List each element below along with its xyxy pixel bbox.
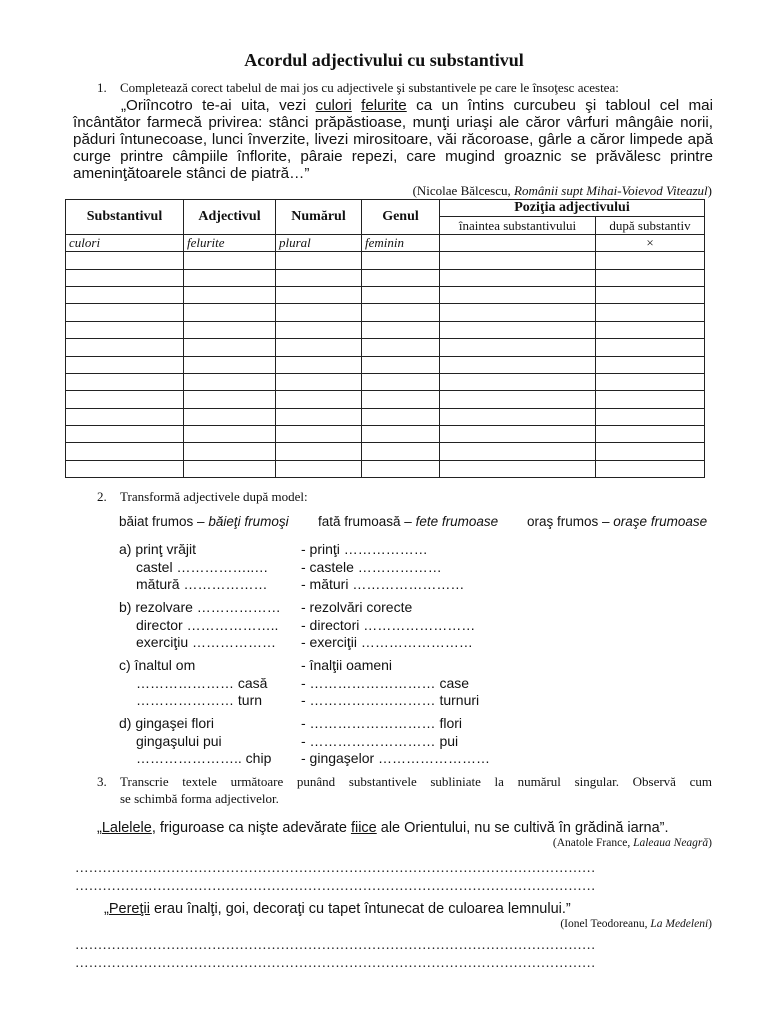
item-right[interactable]: - prinţi ……………… xyxy=(301,541,428,557)
quote-open: „ xyxy=(97,820,102,836)
table-row xyxy=(66,391,705,408)
table-cell[interactable] xyxy=(440,356,596,373)
table-cell[interactable] xyxy=(596,304,705,321)
table-cell[interactable]: feminin xyxy=(362,234,440,251)
table-cell[interactable] xyxy=(596,426,705,443)
table-cell[interactable] xyxy=(440,391,596,408)
table-cell[interactable] xyxy=(66,373,184,390)
quote-mid: , friguroase ca nişte adevărate xyxy=(151,820,347,836)
table-row xyxy=(66,269,705,286)
item-left[interactable]: ………………… casă xyxy=(136,674,268,691)
model-plain: oraş frumos – xyxy=(527,514,610,529)
header-numarul: Numărul xyxy=(276,200,362,235)
item-right[interactable]: - mături …………………… xyxy=(301,576,465,592)
page-title: Acordul adjectivului cu substantivul xyxy=(244,50,524,70)
table-cell[interactable] xyxy=(362,426,440,443)
model-3 xyxy=(527,514,707,529)
table-cell[interactable] xyxy=(276,321,362,338)
underlined-noun: culori xyxy=(315,97,352,114)
table-cell[interactable] xyxy=(440,373,596,390)
table-cell[interactable] xyxy=(440,460,596,477)
table-row xyxy=(66,356,705,373)
table-row xyxy=(66,426,705,443)
table-cell[interactable] xyxy=(362,321,440,338)
item-left[interactable]: castel ……………..… xyxy=(136,558,269,575)
quote-end: ale Orientului, nu se cultivă în grădină iarna”. xyxy=(380,820,669,836)
item-left[interactable]: c) înaltul om xyxy=(119,657,196,673)
item-right[interactable]: - castele ……………… xyxy=(301,558,442,575)
table-cell[interactable] xyxy=(66,269,184,286)
table-cell[interactable] xyxy=(184,339,276,356)
table-cell[interactable] xyxy=(596,286,705,303)
table-cell[interactable] xyxy=(184,286,276,303)
table-cell[interactable] xyxy=(440,426,596,443)
item-left[interactable]: ………………… turn xyxy=(136,692,263,708)
table-cell[interactable] xyxy=(66,426,184,443)
item-right[interactable]: - gingaşelor …………………… xyxy=(301,750,491,766)
answer-line[interactable]: …………………………………………………………………………………………………… xyxy=(75,937,596,952)
source-close: ) xyxy=(708,918,712,930)
table-cell[interactable] xyxy=(184,408,276,425)
source-citation-3 xyxy=(560,918,712,930)
answer-line[interactable]: …………………………………………………………………………………………………… xyxy=(75,955,596,970)
exercise-3-instruction-line2: se schimbă forma adjectivelor. xyxy=(120,791,279,806)
table-cell[interactable] xyxy=(362,304,440,321)
model-2 xyxy=(318,514,498,529)
table-cell[interactable] xyxy=(362,269,440,286)
exercise-2-number: 2. xyxy=(97,489,107,504)
table-cell[interactable] xyxy=(276,443,362,460)
item-right[interactable]: - ……………………… case xyxy=(301,674,470,691)
table-cell[interactable]: plural xyxy=(276,234,362,251)
table-cell[interactable] xyxy=(440,321,596,338)
table-cell[interactable] xyxy=(184,443,276,460)
table-cell[interactable] xyxy=(440,252,596,269)
header-substantivul: Substantivul xyxy=(66,200,184,235)
header-genul: Genul xyxy=(362,200,440,235)
item-left[interactable]: a) prinţ vrăjit xyxy=(119,541,197,557)
table-row xyxy=(66,304,705,321)
quote-2 xyxy=(104,901,571,917)
table-cell[interactable] xyxy=(66,252,184,269)
source-work: Laleaua Neagră xyxy=(633,837,709,849)
table-cell[interactable] xyxy=(596,460,705,477)
table-cell[interactable] xyxy=(276,391,362,408)
table-cell[interactable] xyxy=(184,391,276,408)
table-cell[interactable] xyxy=(596,356,705,373)
table-cell[interactable] xyxy=(276,426,362,443)
table-cell[interactable] xyxy=(276,286,362,303)
model-plain: băiat frumos – xyxy=(119,514,205,529)
table-cell[interactable] xyxy=(596,391,705,408)
table-cell[interactable] xyxy=(184,321,276,338)
source-citation-2 xyxy=(553,837,712,849)
table-row xyxy=(66,286,705,303)
quote-open: „ xyxy=(104,901,109,917)
table-cell[interactable] xyxy=(596,269,705,286)
source-work: La Medeleni xyxy=(650,918,709,930)
item-left[interactable]: gingaşului pui xyxy=(136,732,222,749)
table-cell[interactable] xyxy=(66,286,184,303)
source-author: (Anatole France, xyxy=(552,837,631,849)
table-row xyxy=(66,443,705,460)
table-cell[interactable] xyxy=(184,304,276,321)
subheader-after: după substantiv xyxy=(596,217,705,234)
item-left[interactable]: director ……………….. xyxy=(136,616,279,633)
underlined-noun: Pereţii xyxy=(108,901,150,917)
header-pozitia: Poziţia adjectivului xyxy=(440,200,705,217)
table-cell[interactable] xyxy=(362,408,440,425)
table-cell[interactable]: culori xyxy=(66,234,184,251)
exercise-3-instruction-line1: Transcrie textele următoare punând substantivele subliniate la numărul singular. Observă cum xyxy=(120,774,712,789)
table-cell[interactable] xyxy=(362,460,440,477)
item-left[interactable]: exerciţiu ……………… xyxy=(136,634,277,650)
table-cell[interactable] xyxy=(440,408,596,425)
table-cell[interactable] xyxy=(362,356,440,373)
item-left[interactable]: d) gingaşei flori xyxy=(119,715,214,731)
table-cell[interactable] xyxy=(362,373,440,390)
table-cell[interactable] xyxy=(276,339,362,356)
table-cell[interactable] xyxy=(66,443,184,460)
item-right[interactable]: - directori …………………… xyxy=(301,616,476,633)
table-cell[interactable] xyxy=(440,234,596,251)
source-work: Românii supt Mihai-Voievod Viteazul xyxy=(514,183,708,198)
table-cell[interactable] xyxy=(184,356,276,373)
table-row xyxy=(66,373,705,390)
table-cell[interactable] xyxy=(66,408,184,425)
item-right[interactable]: - rezolvări corecte xyxy=(301,599,413,615)
table-cell[interactable] xyxy=(276,252,362,269)
table-cell[interactable] xyxy=(276,356,362,373)
table-cell[interactable] xyxy=(362,443,440,460)
table-cell[interactable] xyxy=(440,443,596,460)
exercise-2-instruction: Transformă adjectivele după model: xyxy=(120,489,308,504)
table-cell[interactable] xyxy=(596,408,705,425)
table-cell[interactable] xyxy=(184,460,276,477)
item-right[interactable]: - ……………………… turnuri xyxy=(301,692,480,708)
passage-start: „Oriîncotro te-ai uita, vezi xyxy=(121,97,307,114)
table-cell[interactable] xyxy=(362,252,440,269)
model-1 xyxy=(119,514,289,529)
table-cell[interactable] xyxy=(66,391,184,408)
item-left[interactable]: ………………….. chip xyxy=(136,750,272,766)
table-cell[interactable] xyxy=(440,269,596,286)
table-cell[interactable] xyxy=(276,408,362,425)
table-cell[interactable]: felurite xyxy=(184,234,276,251)
table-cell[interactable] xyxy=(440,286,596,303)
source-author: (Nicolae Bălcescu, xyxy=(412,183,511,198)
answer-line[interactable]: …………………………………………………………………………………………………… xyxy=(75,860,596,875)
passage-rest: ca un întins curcubeu şi tabloul cel mai încântător farmecă privirea: stânci prăpăstioase, munţi uriaşi ale căror vârfuri mângâie norii, păduri întunecoase, lunci înverzite, livezi mirositoare, văi răcoroase, gârle a căror limpede apă curge printre câmpiile înflorite, pâraie repezi, care mugind groaznic se prăvălesc printre ameninţătoarele stânci de piatră…” xyxy=(73,97,713,182)
table-cell[interactable] xyxy=(596,373,705,390)
table-cell[interactable] xyxy=(440,339,596,356)
model-answer: oraşe frumoase xyxy=(613,514,708,529)
underlined-noun: Lalelele xyxy=(101,820,152,836)
exercise-1-passage xyxy=(73,97,713,182)
source-close: ) xyxy=(708,837,712,849)
table-cell[interactable] xyxy=(184,373,276,390)
header-adjectivul: Adjectivul xyxy=(184,200,276,235)
table-cell[interactable] xyxy=(276,269,362,286)
table-cell[interactable] xyxy=(276,460,362,477)
source-close: ) xyxy=(707,183,712,198)
table-cell[interactable] xyxy=(184,252,276,269)
source-author: (Ionel Teodoreanu, xyxy=(560,918,648,930)
model-answer: băieţi frumoşi xyxy=(208,514,289,529)
underlined-noun: fiice xyxy=(350,820,377,836)
table-row xyxy=(66,460,705,477)
underlined-adjective: felurite xyxy=(361,97,407,114)
table-row xyxy=(66,252,705,269)
table-cell[interactable] xyxy=(66,339,184,356)
table-row xyxy=(66,339,705,356)
quote-end: erau înalţi, goi, decoraţi cu tapet întunecat de culoarea lemnului.” xyxy=(153,901,571,917)
table-cell[interactable] xyxy=(362,391,440,408)
item-right[interactable]: - exerciţii …………………… xyxy=(301,634,473,650)
quote-1 xyxy=(97,820,669,836)
table-cell[interactable] xyxy=(184,269,276,286)
exercise-table xyxy=(65,199,705,478)
exercise-3-number: 3. xyxy=(97,774,107,789)
model-plain: fată frumoasă – xyxy=(318,514,412,529)
exercise-1-number: 1. xyxy=(97,80,107,95)
table-row xyxy=(66,408,705,425)
table-cell[interactable] xyxy=(596,443,705,460)
table-cell[interactable]: × xyxy=(596,234,705,251)
table-cell[interactable] xyxy=(276,304,362,321)
table-cell[interactable] xyxy=(276,373,362,390)
table-cell[interactable] xyxy=(596,339,705,356)
table-cell[interactable] xyxy=(66,321,184,338)
table-cell[interactable] xyxy=(184,426,276,443)
subheader-before: înaintea substantivului xyxy=(440,217,596,234)
table-row xyxy=(66,234,705,251)
table-cell[interactable] xyxy=(440,304,596,321)
item-right[interactable]: - ……………………… flori xyxy=(301,715,462,731)
item-left[interactable]: b) rezolvare ……………… xyxy=(119,599,281,615)
table-cell[interactable] xyxy=(66,460,184,477)
model-answer: fete frumoase xyxy=(415,514,499,529)
item-right[interactable]: - înalţii oameni xyxy=(301,657,393,673)
source-citation-1 xyxy=(413,183,712,199)
answer-line[interactable]: …………………………………………………………………………………………………… xyxy=(75,878,596,893)
table-cell[interactable] xyxy=(66,356,184,373)
table-cell[interactable] xyxy=(66,304,184,321)
item-left[interactable]: mătură ……………… xyxy=(136,576,268,592)
table-cell[interactable] xyxy=(362,286,440,303)
table-row xyxy=(66,321,705,338)
table-cell[interactable] xyxy=(596,252,705,269)
item-right[interactable]: - ……………………… pui xyxy=(301,732,459,749)
table-cell[interactable] xyxy=(362,339,440,356)
table-cell[interactable] xyxy=(596,321,705,338)
exercise-1-instruction: Completează corect tabelul de mai jos cu adjectivele şi substantivele pe care le însoţesc acestea: xyxy=(120,80,619,95)
